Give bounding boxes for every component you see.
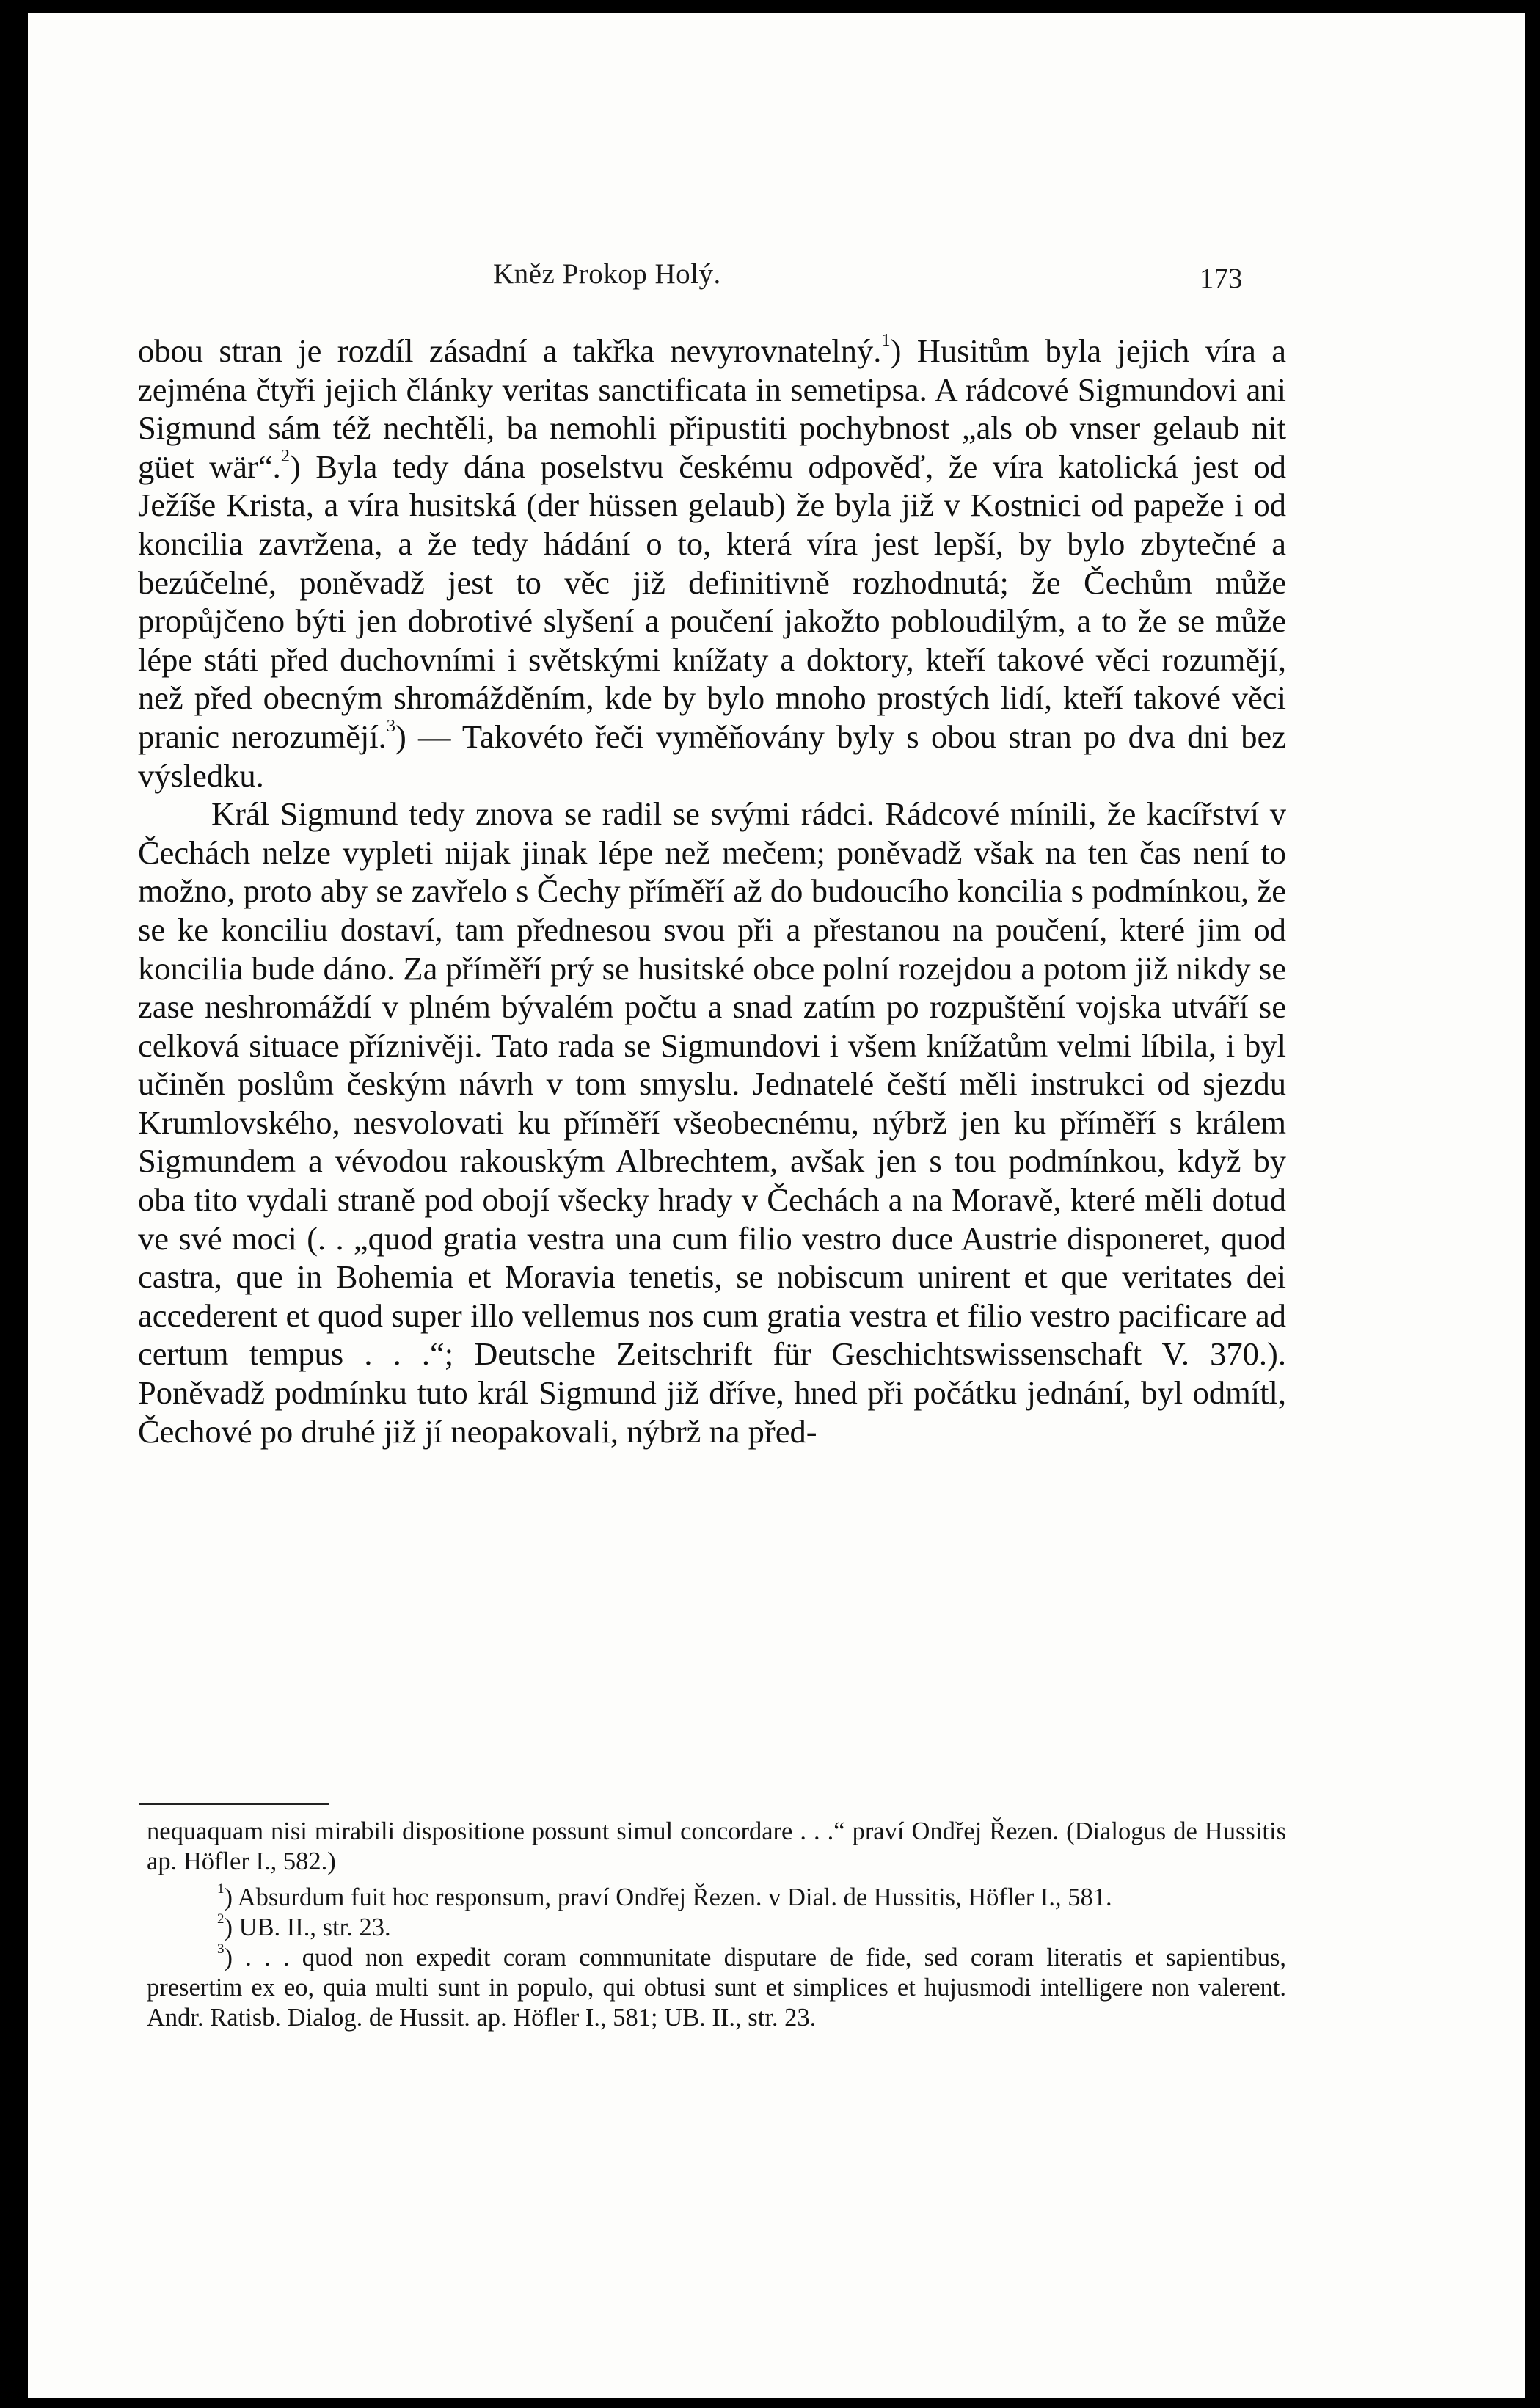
- footnote: [147, 1913, 1286, 1943]
- footnote-ref: 2: [280, 445, 290, 466]
- footnote-mark: 1: [217, 1880, 225, 1897]
- paragraph-text: ) Husitům byla jejich víra a zejména čtyři jejich články veritas sanctificata in semetipsa. A rádcové Sigmundovi ani Sigmund sám též nechtěli, ba nemohli připustiti pochybnost „als ob vnser gelaub nit güet wär“.: [138, 332, 1286, 485]
- running-title: Kněz Prokop Holý.: [493, 258, 721, 290]
- paragraph: Král Sigmund tedy znova se radil se svými rádci. Rádcové mínili, že kacířství v Čechách nelze vypleti nijak jinak lépe než mečem; poněvadž však na ten čas není to možno, proto aby se zavřelo s Čechy příměří až do budoucího koncilia s podmínkou, že se ke konciliu dostaví, tam přednesou svou při a přestanou na poučení, které jim od koncilia bude dáno. Za příměří prý se husitské obce polní rozejdou a potom již nikdy se zase neshromáždí v plném bývalém počtu a snad zatím po rozpuštění vojska utváří se celková situace příznivěji. Tato rada se Sigmundovi i všem knížatům velmi líbila, i byl učiněn poslům českým návrh v tom smyslu. Jednatelé čeští měli instrukci od sjezdu Krumlovského, nesvolovati ku příměří všeobecnému, nýbrž jen ku příměří s králem Sigmundem a vévodou rakouským Albrechtem, avšak jen s tou podmínkou, když by oba tito vydali straně pod obojí všecky hrady v Čechách a na Moravě, které měli dotud ve své moci (. . „quod gratia vestra una cum filio vestro duce Austrie disponeret, quod castra, que in Bohemia et Moravia tenetis, se nobiscum unirent et que veritates dei accederent et quod super illo vellemus nos cum gratia vestra et filio vestro pacificare ad certum tempus . . .“; Deutsche Zeitschrift für Geschichtswissenschaft V. 370.). Poněvadž podmínku tuto král Sigmund již dříve, hned při počátku jednání, byl odmítl, Čechové po druhé již jí neopakovali, nýbrž na před-: [138, 795, 1286, 1450]
- footnote-ref: 1: [881, 329, 891, 350]
- footnote-text: ) UB. II., str. 23.: [224, 1913, 391, 1941]
- footnote-continuation: nequaquam nisi mirabili dispositione possunt simul concordare . . .“ praví Ondřej Řezen. (Dialogus de Hussitis ap. Höfler I., 582.): [147, 1817, 1286, 1875]
- page-header: [28, 258, 1525, 302]
- footnotes: [147, 1817, 1286, 2033]
- footnote-mark: 2: [217, 1911, 225, 1927]
- footnote: [147, 1943, 1286, 2033]
- footnote-text: ) Absurdum fuit hoc responsum, praví Ondřej Řezen. v Dial. de Hussitis, Höfler I., 581.: [224, 1883, 1112, 1911]
- footnote: [147, 1880, 1286, 1913]
- footnote-text: ) . . . quod non expedit coram communitate disputare de fide, sed coram literatis et sapientibus, presertim ex eo, quia multi sunt in populo, qui obtusi sunt et simplices et hujusmodi intelligere non valerent. Andr. Ratisb. Dialog. de Hussit. ap. Höfler I., 581; UB. II., str. 23.: [147, 1944, 1286, 2032]
- main-text: [138, 329, 1286, 1451]
- paragraph-text: ) Byla tedy dána poselstvu českému odpověď, že víra katolická jest od Ježíše Krista, a víra husitská (der hüssen gelaub) že byla již v Kostnici od papeže i od koncilia zavržena, a že tedy hádání o to, která víra jest lepší, by bylo zbytečné a bezúčelné, poněvadž jest to věc již definitivně rozhodnutá; že Čechům může propůjčeno býti jen dobrotivé slyšení a poučení jakožto pobloudilým, a to že se může lépe státi před duchovními i světskými knížaty a doktory, kteří takové věci rozumějí, než před obecným shromážděním, kde by bylo mnoho prostých lidí, kteří takové věci pranic nerozumějí.: [138, 448, 1286, 755]
- book-page: [28, 13, 1525, 2398]
- paragraph-text: obou stran je rozdíl zásadní a takřka nevyrovnatelný.: [138, 332, 882, 369]
- paragraph: [138, 329, 1286, 795]
- footnote-rule: [139, 1803, 329, 1805]
- page-number: 173: [1200, 263, 1243, 294]
- footnote-ref: 3: [386, 715, 395, 736]
- footnote-mark: 3: [217, 1941, 225, 1957]
- paragraph-text: ) — Takovéto řeči vyměňovány byly s obou stran po dva dni bez výsledku.: [138, 718, 1286, 794]
